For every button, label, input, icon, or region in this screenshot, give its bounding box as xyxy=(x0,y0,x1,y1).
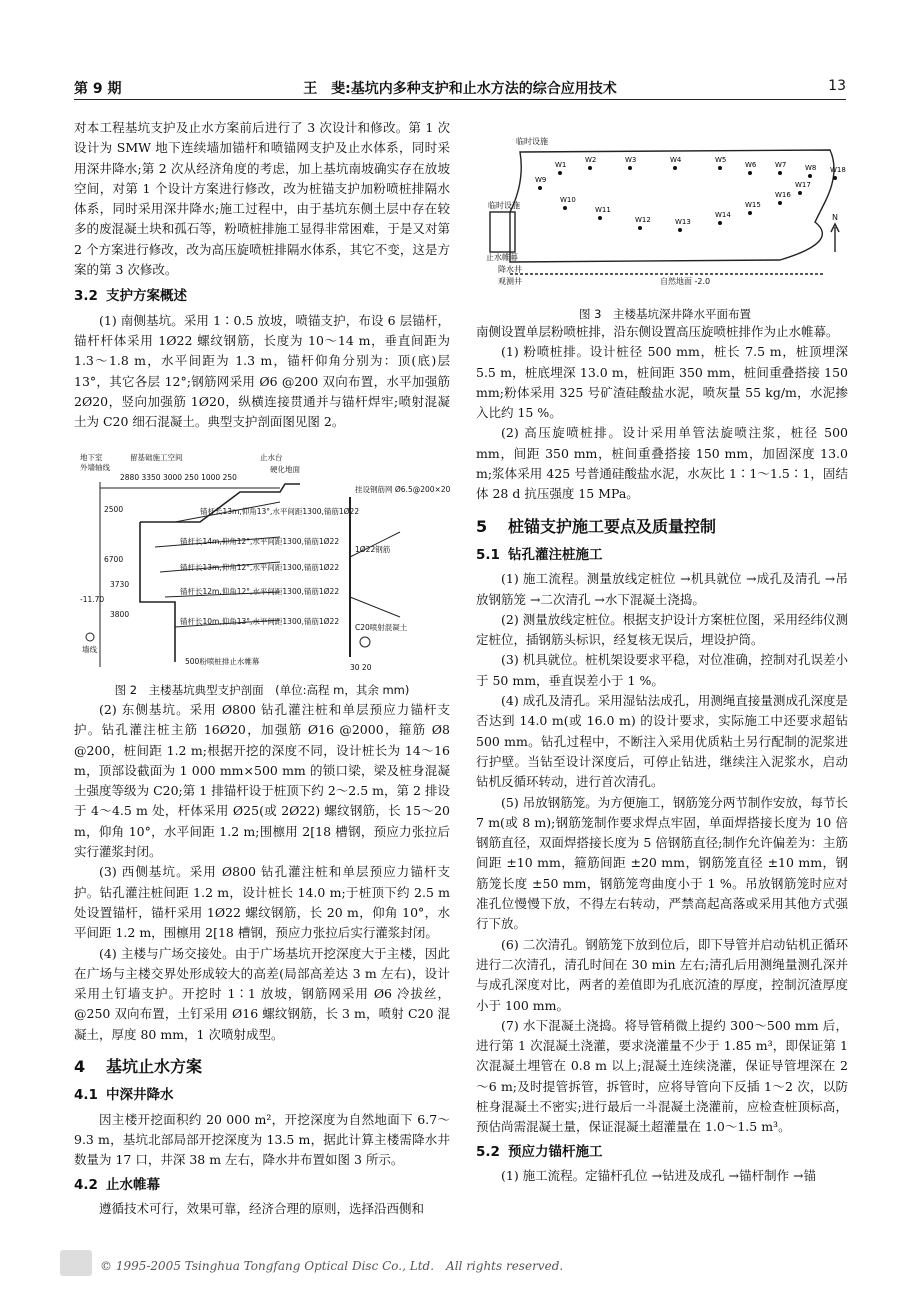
well-label: W7 xyxy=(775,161,787,169)
well-label: W13 xyxy=(675,218,691,226)
section-title: 桩锚支护施工要点及质量控制 xyxy=(508,516,717,536)
well-marker xyxy=(598,216,602,220)
paragraph: (2) 东侧基坑。采用 Ø800 钻孔灌注桩和单层预应力锚杆支护。钻孔灌注桩主筋 16Ø20，加强筋 Ø16 @2000，箍筋 Ø8 @200，桩间距 1.2 m;根据开挖的深度不同，设计桩长为 14～16 m，顶部设截面为 1 000 mm×500 mm 的锁口梁，梁及桩身混凝土强度等级为 C20;第 1 排锚杆设于桩顶下约 2～2.5 m，第 2 排设于 4～4.5 m 处，杆体采用 Ø25(或 2Ø22) 螺纹钢筋，长 15～20 m，仰角 10°，水平间距 1.2 m;围檩用 2[18 槽钢，预应力张拉后实行灌浆封闭。 xyxy=(74,702,450,860)
label-anchor-2: 锚杆长14m,仰角12°,水平间距1300,锚筋1Ø22 xyxy=(180,537,340,546)
north-label: N xyxy=(832,213,838,222)
section-number: 5 xyxy=(476,516,488,536)
figure-2 xyxy=(80,452,450,680)
section-title: 止水帷幕 xyxy=(106,1176,160,1193)
well-marker xyxy=(833,176,837,180)
label-wall: 墙线 xyxy=(82,645,97,654)
label-observation-well: 观测井 xyxy=(498,277,522,286)
well-marker xyxy=(748,211,752,215)
well-label: W16 xyxy=(775,191,791,199)
well-label: W3 xyxy=(625,156,637,164)
well-layout-plan xyxy=(480,112,850,292)
paragraph: (1) 施工流程。定锚杆孔位 →钻进及成孔 →锚杆制作 →锚 xyxy=(501,1167,817,1183)
section-number: 5.1 xyxy=(476,546,500,563)
copyright-notice: © 1995-2005 Tsinghua Tongfang Optical Disc Co., Ltd. All rights reserved. xyxy=(100,1259,564,1273)
label-steel: 1Ø22钢筋 xyxy=(355,545,391,554)
paragraph: (5) 吊放钢筋笼。为方便施工，钢筋笼分两节制作安放，每节长 7 m(或 8 m);钢筋笼制作要求焊点牢固，单面焊搭接长度为 10 倍钢筋直径，双面焊搭接长度为 5 倍钢筋直径;制作允许偏差为：主筋间距 ±10 mm，箍筋间距 ±20 mm，钢筋笼直径 ±10 mm，钢筋笼长度 ±50 mm，钢筋笼弯曲度小于 1 %。吊放钢筋笼时应对准孔位慢慢下放，不得左右转动，严禁高起高落或采用其他方式强行下放。 xyxy=(476,794,848,932)
paragraph: 南侧设置单层粉喷桩排，沿东侧设置高压旋喷桩排作为止水帷幕。 xyxy=(476,324,839,339)
well-marker xyxy=(778,201,782,205)
section-heading xyxy=(476,545,848,565)
paragraph: (2) 测量放线定桩位。根据支护设计方案桩位图，采用经纬仪测定桩位，插钢筋头标识，经复核无误后，埋设护筒。 xyxy=(476,611,848,648)
label-wall-axis: 外墙轴线 xyxy=(80,463,110,472)
label-bottom-dims: 30 20 xyxy=(350,663,372,672)
paragraph: (3) 西侧基坑。采用 Ø800 钻孔灌注桩和单层预应力锚杆支护。钻孔灌注桩间距 1.2 m，设计桩长 14.0 m;于桩顶下约 2.5 m 处设置锚杆，锚杆采用 1Ø22 螺纹钢筋，长 20 m，仰角 10°，水平间距 1.2 m，围檩用 2[18 槽钢，预应力张拉后实行灌浆封闭。 xyxy=(74,864,450,941)
well-label: W8 xyxy=(805,164,817,172)
section-number: 3.2 xyxy=(74,288,98,305)
well-label: W18 xyxy=(830,166,846,174)
section-title: 支护方案概述 xyxy=(106,288,187,305)
page-number: 13 xyxy=(828,78,846,94)
well-marker xyxy=(558,171,562,175)
figure-3 xyxy=(480,112,850,292)
publisher-logo xyxy=(60,1250,92,1276)
paragraph: (6) 二次清孔。钢筋笼下放到位后，即下导管并启动钻机正循环进行二次清孔，清孔时间在 30 min 左右;清孔后用测绳量测孔深并与成孔深度对比，两者的差值即为孔底沉渣的厚度，控制沉渣厚度小于 100 mm。 xyxy=(476,936,848,1013)
label-anchor-1: 锚杆长13m,仰角13°,水平间距1300,锚筋1Ø22 xyxy=(200,507,360,516)
well-label: W4 xyxy=(670,156,682,164)
well-label: W1 xyxy=(555,161,567,169)
well-label: W6 xyxy=(745,161,757,169)
paragraph: (1) 施工流程。测量放线定桩位 →机具就位 →成孔及清孔 →吊放钢筋笼 →二次清孔 →水下混凝土浇捣。 xyxy=(476,571,848,607)
support-section-drawing xyxy=(80,452,450,680)
label-workspace: 留基础施工空间 xyxy=(130,453,183,462)
well-marker xyxy=(678,228,682,232)
well-label: W11 xyxy=(595,206,611,214)
label-ground-level: 自然地面 -2.0 xyxy=(660,277,711,286)
section-heading xyxy=(476,517,848,537)
well-marker xyxy=(808,174,812,178)
section-title: 中深井降水 xyxy=(106,1087,174,1104)
elevation: -11.70 xyxy=(80,595,105,604)
dim-2500: 2500 xyxy=(104,505,124,514)
label-anchor-4: 锚杆长12m,仰角12°,水平间距1300,锚筋1Ø22 xyxy=(180,587,340,596)
label-c20: C20喷射混凝土 xyxy=(355,623,408,632)
dim-6700: 6700 xyxy=(104,555,124,564)
section-title: 基坑止水方案 xyxy=(106,1057,203,1077)
well-marker xyxy=(718,221,722,225)
left-column xyxy=(74,118,450,432)
temp-facility xyxy=(490,212,515,252)
section-heading xyxy=(476,1142,848,1162)
paragraph: (1) 南侧基坑。采用 1∶0.5 放坡，喷锚支护，布设 6 层锚杆，锚杆杆体采用 1Ø22 螺纹钢筋，长度为 10～14 m，垂直间距为 1.3～1.8 m，水平间距为 1.3 m，锚杆仰角分别为：顶(底)层 13°，其它各层 12°;钢筋网采用 Ø6 @200 双向布置，水平加强筋 2Ø20，竖向加强筋 1Ø20，纵横连接贯通并与锚杆焊牢;喷射混凝土为 C20 细石混凝土。典型支护剖面图见图 2。 xyxy=(74,312,450,430)
running-header xyxy=(74,76,846,98)
well-marker xyxy=(538,186,542,190)
well-marker xyxy=(588,166,592,170)
section-number: 4.2 xyxy=(74,1176,98,1193)
paragraph: (4) 成孔及清孔。采用湿钻法成孔，用测绳直接量测成孔深度是否达到 14.0 m(或 16.0 m) 的设计要求，实际施工中还要求超钻 500 mm。钻孔过程中，不断注入采用优质粘土另行配制的泥浆进行护壁。当钻至设计深度后，可停止钻进，继续注入泥浆水，启动钻机反循环转动，进行首次清孔。 xyxy=(476,693,848,790)
paragraph: (2) 高压旋喷桩排。设计采用单管法旋喷注浆，桩径 500 mm，间距 350 mm，桩间重叠搭接 150 mm，加固深度 13.0 m;浆体采用 425 号普通硅酸盐水泥，水灰比 1∶1～1.5∶1，固结体 28 d 抗压强度 15 MPa。 xyxy=(476,425,848,502)
label-hardened-ground: 硬化地面 xyxy=(270,465,300,474)
well-label: W17 xyxy=(795,181,811,189)
well-marker xyxy=(638,226,642,230)
section-title: 钻孔灌注桩施工 xyxy=(508,546,603,563)
dim-3800: 3800 xyxy=(110,610,130,619)
label-dewater-well: 降水井 xyxy=(498,265,522,274)
label-water-platform: 止水台 xyxy=(260,453,283,462)
label-curtain: 止水帷幕 xyxy=(486,253,518,262)
figure-3-caption: 图 3 主楼基坑深井降水平面布置 xyxy=(579,307,751,321)
well-label: W5 xyxy=(715,156,727,164)
well-marker xyxy=(778,171,782,175)
well-marker xyxy=(718,166,722,170)
section-title: 预应力锚杆施工 xyxy=(508,1143,603,1160)
well-label: W12 xyxy=(635,216,651,224)
section-number: 4.1 xyxy=(74,1087,98,1104)
paragraph: 因主楼开挖面积约 20 000 m²，开挖深度为自然地面下 6.7～9.3 m，基坑北部局部开挖深度为 13.5 m，据此计算主楼需降水井数量为 17 口，井深 38 m 左右，降水井布置如图 3 所示。 xyxy=(74,1111,450,1168)
dim-3730: 3730 xyxy=(110,580,130,589)
label-temp-facility-2: 临时设施 xyxy=(488,201,520,210)
well-label: W9 xyxy=(535,176,547,184)
label-basement: 地下室 xyxy=(80,453,103,462)
well-label: W2 xyxy=(585,156,597,164)
well-marker xyxy=(628,166,632,170)
well-label: W10 xyxy=(560,196,576,204)
paragraph: (7) 水下混凝土浇捣。将导管稍微上提约 300～500 mm 后，进行第 1 次混凝土浇灌，要求浇灌量不少于 1.85 m³，即保证第 1 次混凝土埋管在 0.8 m 以上;混凝土连续浇灌，保证导管埋深在 2～6 m;及时提管拆管，拆管时，应将导管向下反插 1～2 次，以防桩身混凝土不密实;进行最后一斗混凝土浇灌前，应检查桩顶标高，预估尚需混凝土量，保证混凝土超灌量在 1.0～1.5 m³。 xyxy=(476,1017,848,1135)
section-number: 4 xyxy=(74,1057,86,1077)
label-anchor-5: 锚杆长10m,仰角13°,水平间距1300,锚筋1Ø22 xyxy=(180,617,340,626)
header-rule xyxy=(74,99,846,100)
well-label: W15 xyxy=(745,201,761,209)
paragraph: (1) 粉喷桩排。设计桩径 500 mm，桩长 7.5 m，桩顶埋深 5.5 m，桩底埋深 13.0 m，桩间距 350 mm，桩间重叠搭接 150 mm;粉体采用 325 号矿渣硅酸盐水泥，喷灰量 55 kg/m，水泥掺入比约 15 %。 xyxy=(476,344,848,421)
right-column xyxy=(476,322,848,1186)
well-marker xyxy=(798,191,802,195)
well-label: W14 xyxy=(715,211,731,219)
label-mesh: 挂设钢筋网 Ø6.5@200×200 xyxy=(355,485,450,494)
paragraph: 对本工程基坑支护及止水方案前后进行了 3 次设计和修改。第 1 次设计为 SMW 地下连续墙加锚杆和喷锚网支护及止水体系，同时采用深井降水;第 2 次从经济角度的考虑，加上基坑南坡确实存在放坡空间，对第 1 个设计方案进行修改，改为桩锚支护加粉喷桩排隔水体系，同时采用深井降水;施工过程中，由于基坑东侧土层中存在较多的废混凝土块和孤石等，粉喷桩排施工显得非常困难，于是又对第 2 个方案进行修改，改为高压旋喷桩排隔水体系，其它不变，这是方案的第 3 次修改。 xyxy=(74,120,450,278)
wells-group xyxy=(535,156,846,232)
section-heading xyxy=(74,1085,450,1105)
figure-2-caption: 图 2 主楼基坑典型支护剖面 (单位:高程 m，其余 mm) xyxy=(114,683,410,697)
section-heading xyxy=(74,286,450,306)
paragraph: (4) 主楼与广场交接处。由于广场基坑开挖深度大于主楼，因此在广场与主楼交界处形成较大的高差(局部高差达 3 m 左右)，设计采用土钉墙支护。开挖时 1∶1 放坡，钢筋网采用 Ø6 冷拔丝，@250 双向布置，土钉采用 Ø16 螺纹钢筋，长 3 m，喷射 C20 混凝土，厚度 80 mm，1 次喷射成型。 xyxy=(74,945,450,1042)
section-heading xyxy=(74,1057,450,1077)
well-marker xyxy=(673,166,677,170)
section-number: 5.2 xyxy=(476,1143,500,1160)
paragraph: (3) 机具就位。桩机架设要求平稳，对位准确，控制对孔误差小于 50 mm，垂直误差小于 1 %。 xyxy=(476,652,848,688)
left-column-lower xyxy=(74,700,450,1219)
section-heading xyxy=(74,1175,450,1195)
well-marker xyxy=(563,206,567,210)
wall-symbol xyxy=(86,633,94,641)
pile-symbol xyxy=(360,637,370,647)
paragraph: 遵循技术可行，效果可靠，经济合理的原则，选择沿西侧和 xyxy=(99,1200,425,1216)
issue-number: 第 9 期 xyxy=(74,81,122,97)
label-top-dims: 2880 3350 3000 250 1000 250 xyxy=(120,473,237,482)
article-title: 王 斐:基坑内多种支护和止水方法的综合应用技术 xyxy=(303,81,617,97)
label-temp-facility: 临时设施 xyxy=(516,137,548,146)
well-marker xyxy=(748,171,752,175)
label-anchor-3: 锚杆长13m,仰角12°,水平间距1300,锚筋1Ø22 xyxy=(180,563,340,572)
label-pile-curtain: 500粉喷桩排止水帷幕 xyxy=(185,657,260,666)
